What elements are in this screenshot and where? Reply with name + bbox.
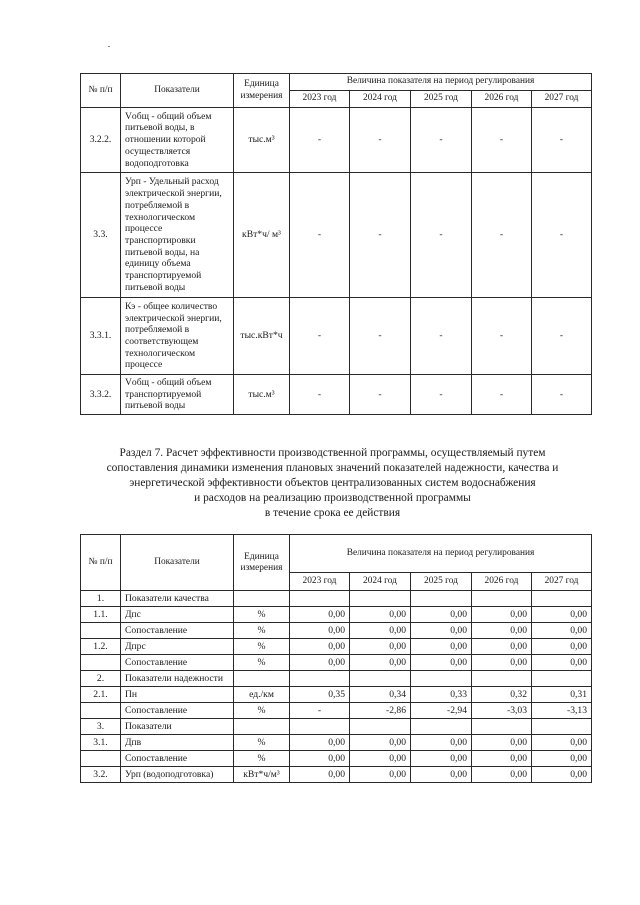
- row-value: -: [532, 298, 592, 375]
- row-name: Сопоставление: [121, 703, 234, 719]
- row-num: 1.1.: [81, 607, 121, 623]
- row-num: 3.3.1.: [81, 298, 121, 375]
- row-unit: [234, 671, 290, 687]
- heading-line: сопоставления динамики изменения плановых значений показателей надежности, качества и: [106, 462, 559, 474]
- row-value: [350, 719, 411, 735]
- row-name: Пн: [121, 687, 234, 703]
- row-unit: %: [234, 735, 290, 751]
- row-value: 0,00: [472, 767, 532, 783]
- row-value: 0,00: [411, 623, 472, 639]
- header-year: 2027 год: [532, 91, 592, 108]
- row-value: 0,00: [290, 623, 350, 639]
- row-value: -: [290, 375, 350, 415]
- row-value: 0,34: [350, 687, 411, 703]
- section-heading: [70, 446, 595, 521]
- row-unit: кВт*ч/м³: [234, 767, 290, 783]
- table-row: [81, 735, 592, 751]
- row-value: -: [411, 108, 472, 173]
- row-value: [532, 671, 592, 687]
- row-value: 0,00: [350, 655, 411, 671]
- row-value: 0,00: [350, 639, 411, 655]
- row-num: 3.3.2.: [81, 375, 121, 415]
- row-value: 0,00: [290, 767, 350, 783]
- row-value: [532, 591, 592, 607]
- row-name: Показатели надежности: [121, 671, 234, 687]
- row-num: [81, 703, 121, 719]
- header-num: № п/п: [81, 535, 121, 591]
- table-row: [81, 687, 592, 703]
- row-value: 0,00: [532, 639, 592, 655]
- header-year: 2025 год: [411, 573, 472, 591]
- heading-line: в течение срока ее действия: [264, 507, 401, 519]
- row-name: Урп - Удельный расход электрической энергии, потребляемой в технологическом процессе транспортировки питьевой воды, на единицу объема транспортируемой питьевой воды: [121, 173, 234, 298]
- row-value: -: [472, 298, 532, 375]
- header-year: 2025 год: [411, 91, 472, 108]
- row-value: -: [290, 298, 350, 375]
- header-indicator: Показатели: [121, 535, 234, 591]
- row-unit: ед./км: [234, 687, 290, 703]
- row-value: 0,00: [290, 607, 350, 623]
- row-value: -: [350, 298, 411, 375]
- row-value: 0,00: [411, 607, 472, 623]
- row-unit: тыс.кВт*ч: [234, 298, 290, 375]
- row-value: [290, 671, 350, 687]
- header-year: 2026 год: [472, 573, 532, 591]
- row-unit: %: [234, 703, 290, 719]
- row-value: 0,00: [472, 751, 532, 767]
- row-num: 3.2.2.: [81, 108, 121, 173]
- row-value: 0,00: [290, 751, 350, 767]
- row-num: [81, 655, 121, 671]
- row-name: Сопоставление: [121, 751, 234, 767]
- table-row: [81, 623, 592, 639]
- row-value: 0,00: [411, 735, 472, 751]
- row-value: -: [290, 173, 350, 298]
- row-value: -: [472, 108, 532, 173]
- row-name: Урп (водоподготовка): [121, 767, 234, 783]
- row-value: 0,00: [472, 607, 532, 623]
- row-num: 1.: [81, 591, 121, 607]
- row-num: 1.2.: [81, 639, 121, 655]
- row-unit: тыс.м³: [234, 375, 290, 415]
- row-num: 3.1.: [81, 735, 121, 751]
- table-row: [81, 767, 592, 783]
- row-value: -3,13: [532, 703, 592, 719]
- row-value: 0,00: [411, 751, 472, 767]
- row-name: Показатели качества: [121, 591, 234, 607]
- row-name: Кэ - общее количество электрической энергии, потребляемой в соответствующем технологическом процессе: [121, 298, 234, 375]
- row-name: Сопоставление: [121, 623, 234, 639]
- row-value: [472, 719, 532, 735]
- header-year: 2023 год: [290, 91, 350, 108]
- row-value: 0,00: [350, 607, 411, 623]
- row-value: 0,00: [290, 639, 350, 655]
- row-num: [81, 751, 121, 767]
- row-value: [290, 719, 350, 735]
- row-value: 0,00: [350, 751, 411, 767]
- heading-line: энергетической эффективности объектов централизованных систем водоснабжения: [129, 477, 536, 489]
- indicators-table-continued: [80, 73, 592, 415]
- row-value: 0,00: [411, 655, 472, 671]
- row-value: 0,32: [472, 687, 532, 703]
- row-num: 2.: [81, 671, 121, 687]
- row-unit: %: [234, 623, 290, 639]
- row-value: -: [411, 173, 472, 298]
- row-value: 0,00: [411, 639, 472, 655]
- row-value: 0,00: [472, 655, 532, 671]
- row-unit: кВт*ч/ м³: [234, 173, 290, 298]
- row-value: 0,00: [532, 655, 592, 671]
- row-value: -2,94: [411, 703, 472, 719]
- row-value: [411, 719, 472, 735]
- table-row: [81, 719, 592, 735]
- table-row: [81, 298, 592, 375]
- row-value: -: [350, 173, 411, 298]
- row-value: 0,00: [472, 623, 532, 639]
- row-unit: [234, 719, 290, 735]
- row-value: 0,00: [532, 735, 592, 751]
- row-value: 0,00: [290, 655, 350, 671]
- row-value: -: [532, 108, 592, 173]
- row-name: Дпрс: [121, 639, 234, 655]
- row-value: 0,00: [472, 735, 532, 751]
- row-value: [472, 591, 532, 607]
- header-period: Величина показателя на период регулирования: [290, 74, 592, 91]
- row-value: 0,00: [411, 767, 472, 783]
- row-name: Сопоставление: [121, 655, 234, 671]
- row-unit: %: [234, 607, 290, 623]
- row-value: [411, 591, 472, 607]
- row-value: [350, 591, 411, 607]
- efficiency-table: [80, 534, 592, 783]
- row-name: Дпв: [121, 735, 234, 751]
- table-row: [81, 607, 592, 623]
- row-value: -2,86: [350, 703, 411, 719]
- row-value: 0,00: [290, 735, 350, 751]
- scan-mark: [108, 46, 110, 47]
- row-unit: тыс.м³: [234, 108, 290, 173]
- row-value: 0,00: [350, 735, 411, 751]
- table-row: [81, 108, 592, 173]
- row-num: 3.: [81, 719, 121, 735]
- table-row: [81, 375, 592, 415]
- row-value: 0,00: [350, 767, 411, 783]
- row-value: [472, 671, 532, 687]
- row-unit: %: [234, 639, 290, 655]
- row-unit: %: [234, 655, 290, 671]
- row-value: -: [350, 108, 411, 173]
- row-name: Дпс: [121, 607, 234, 623]
- table-row: [81, 703, 592, 719]
- row-value: 0,00: [350, 623, 411, 639]
- row-num: 3.2.: [81, 767, 121, 783]
- row-value: -: [290, 108, 350, 173]
- table-row: [81, 173, 592, 298]
- header-year: 2023 год: [290, 573, 350, 591]
- header-indicator: Показатели: [121, 74, 234, 108]
- header-unit: Единица измерения: [234, 74, 290, 108]
- header-year: 2024 год: [350, 573, 411, 591]
- row-value: -: [532, 375, 592, 415]
- row-name: Vобщ - общий объем питьевой воды, в отношении которой осуществляется водоподготовка: [121, 108, 234, 173]
- row-value: 0,35: [290, 687, 350, 703]
- row-value: -: [472, 375, 532, 415]
- heading-line: и расходов на реализацию производственной программы: [194, 492, 471, 504]
- row-value: -: [411, 298, 472, 375]
- table-row: [81, 639, 592, 655]
- row-num: 3.3.: [81, 173, 121, 298]
- table-row: [81, 671, 592, 687]
- table-row: [81, 751, 592, 767]
- header-num: № п/п: [81, 74, 121, 108]
- row-num: [81, 623, 121, 639]
- row-value: 0,00: [532, 751, 592, 767]
- row-value: 0,00: [532, 607, 592, 623]
- table-row: [81, 655, 592, 671]
- row-num: 2.1.: [81, 687, 121, 703]
- heading-line: Раздел 7. Расчет эффективности производственной программы, осуществляемый путем: [119, 447, 546, 459]
- row-value: -: [290, 703, 350, 719]
- row-value: 0,33: [411, 687, 472, 703]
- header-year: 2024 год: [350, 91, 411, 108]
- header-year: 2026 год: [472, 91, 532, 108]
- row-name: Vобщ - общий объем транспортируемой питьевой воды: [121, 375, 234, 415]
- row-value: 0,31: [532, 687, 592, 703]
- row-value: -: [350, 375, 411, 415]
- row-unit: %: [234, 751, 290, 767]
- row-value: -: [532, 173, 592, 298]
- row-value: [411, 671, 472, 687]
- header-year: 2027 год: [532, 573, 592, 591]
- row-unit: [234, 591, 290, 607]
- row-value: -3,03: [472, 703, 532, 719]
- row-value: 0,00: [472, 639, 532, 655]
- row-name: Показатели: [121, 719, 234, 735]
- header-period: Величина показателя на период регулирования: [290, 535, 592, 573]
- row-value: [350, 671, 411, 687]
- row-value: 0,00: [532, 767, 592, 783]
- row-value: [290, 591, 350, 607]
- row-value: -: [411, 375, 472, 415]
- table-row: [81, 591, 592, 607]
- row-value: 0,00: [532, 623, 592, 639]
- header-unit: Единица измерения: [234, 535, 290, 591]
- row-value: -: [472, 173, 532, 298]
- row-value: [532, 719, 592, 735]
